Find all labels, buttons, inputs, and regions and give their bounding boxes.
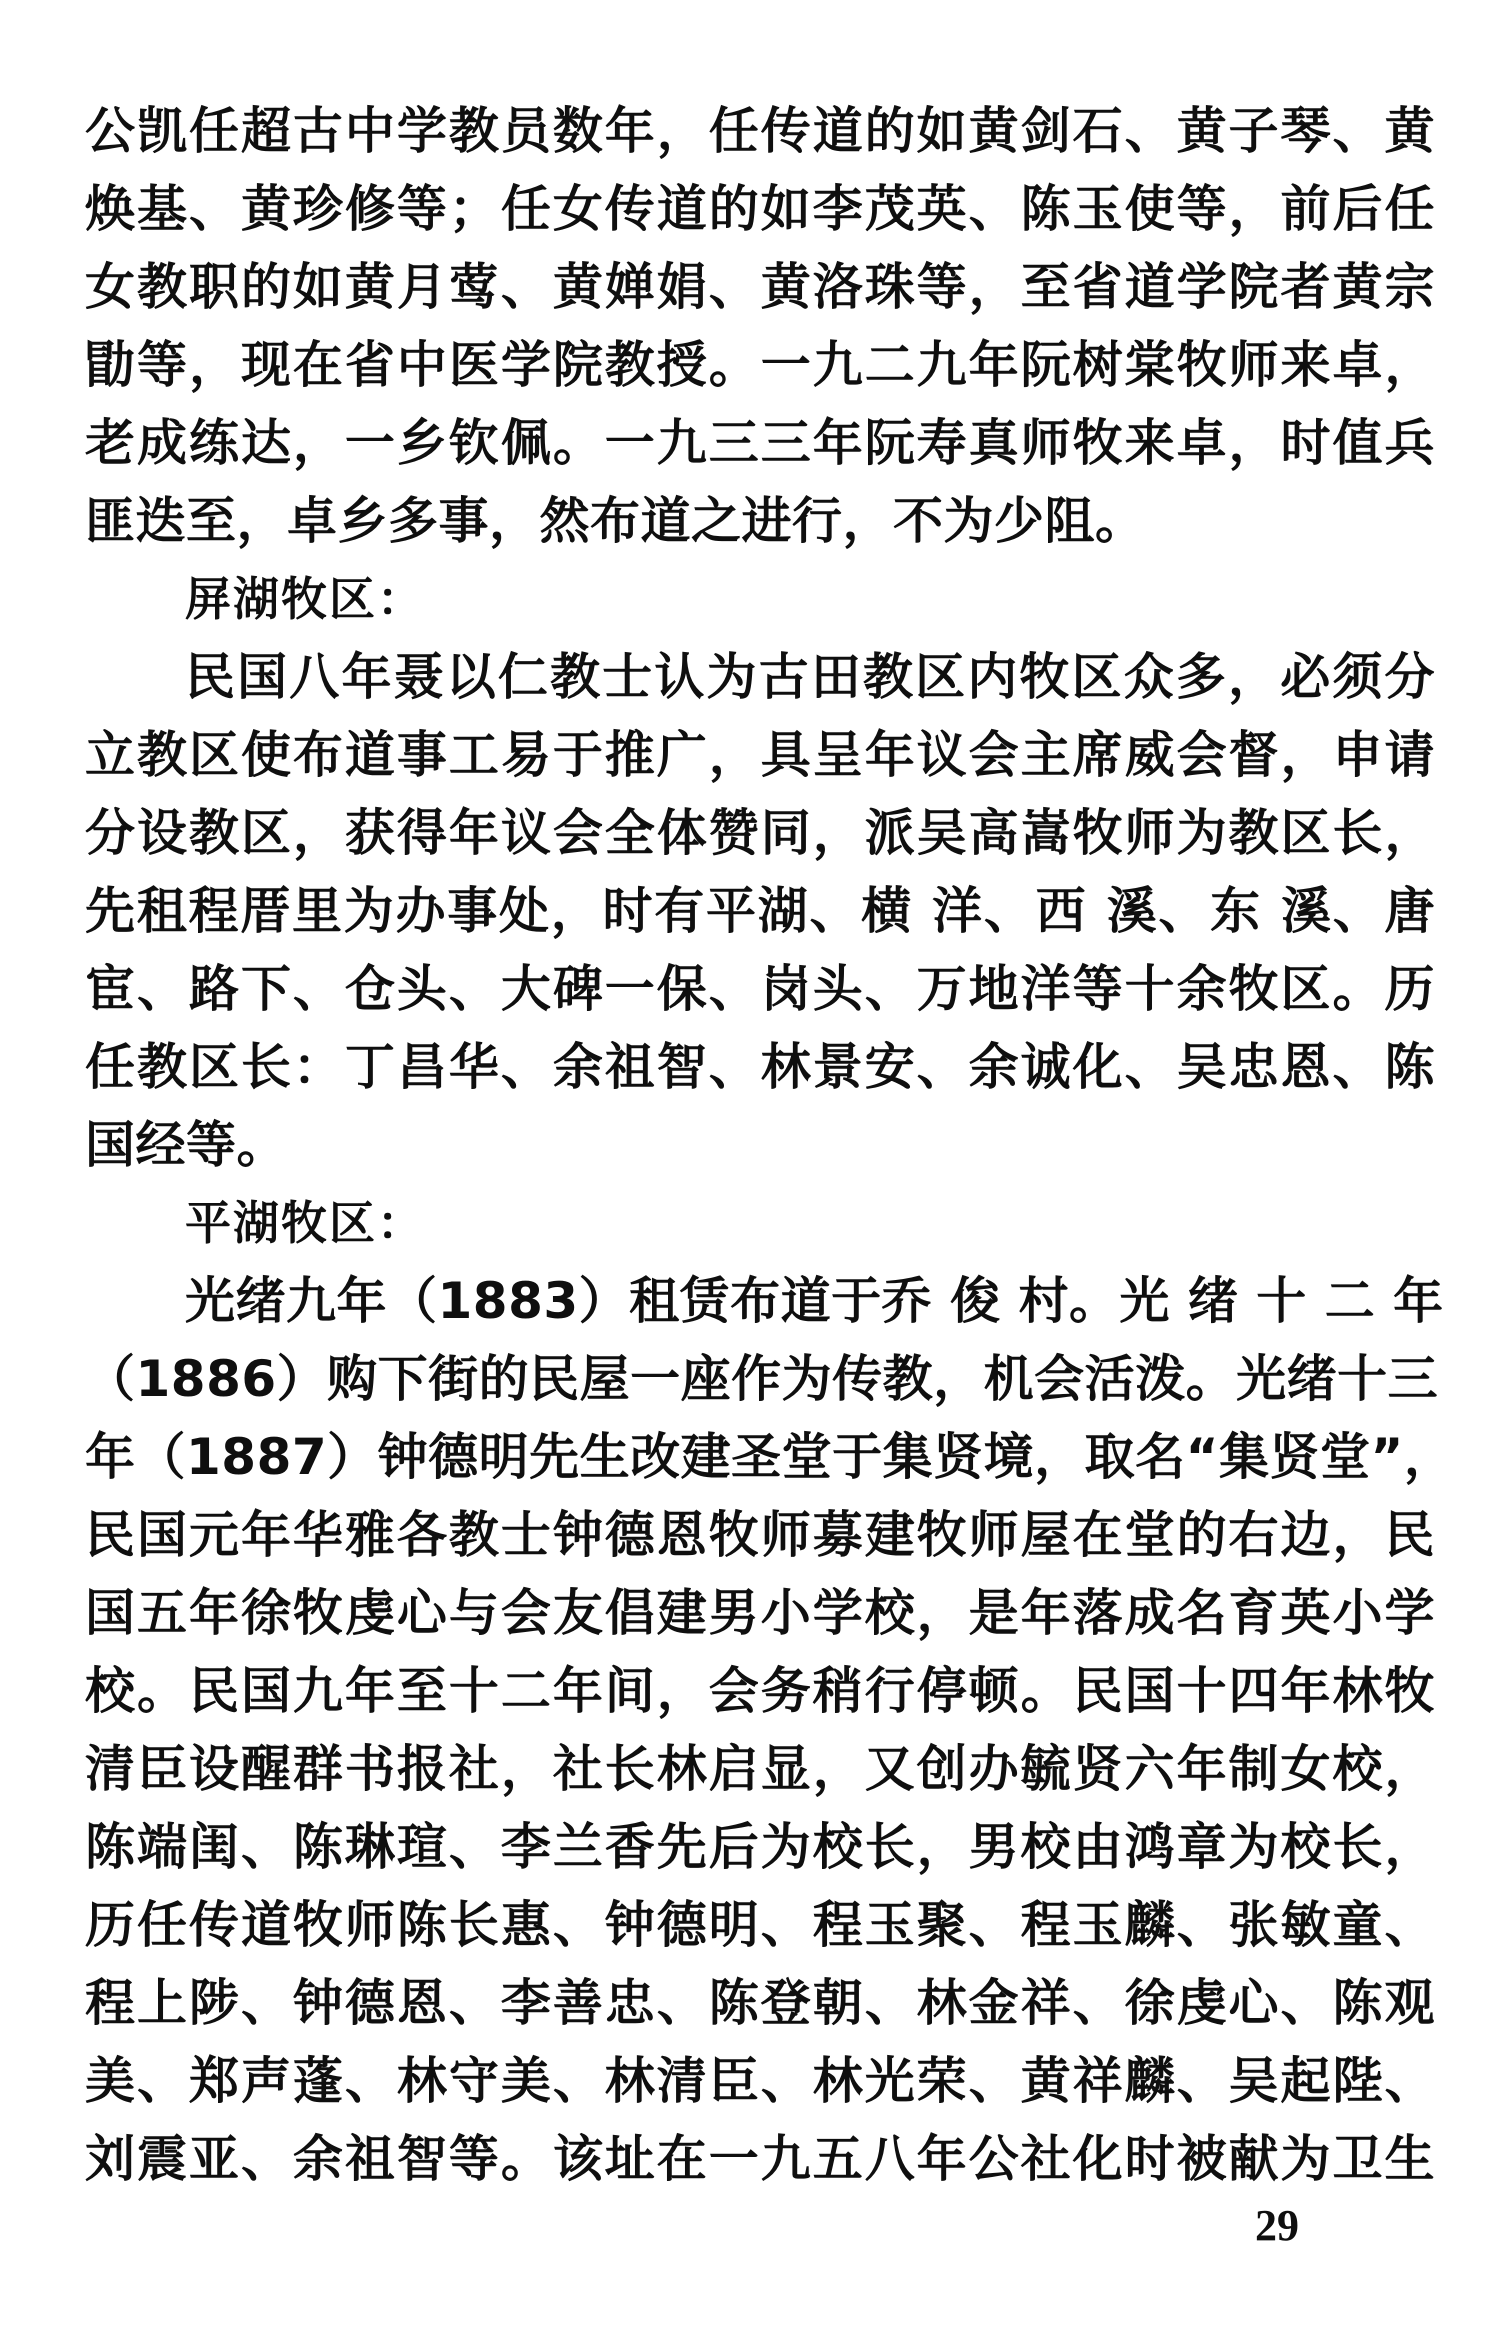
text-line: 国经等。	[85, 1116, 287, 1174]
section-heading-pinghu-parish-region: 屏湖牧区：	[185, 572, 425, 626]
text-line: 先租程厝里为办事处，时有平湖、横 洋、西 溪、东 溪、唐	[85, 882, 1435, 940]
text-line: 光绪九年（1883）租赁布道于乔 俊 村。光 绪 十 二 年	[185, 1272, 1444, 1330]
text-line: 焕基、黄珍修等；任女传道的如李茂英、陈玉使等，前后任	[85, 180, 1435, 238]
text-line: 清臣设醒群书报社，社长林启显，又创办毓贤六年制女校，	[85, 1740, 1435, 1798]
text-line: 民国元年华雅各教士钟德恩牧师募建牧师屋在堂的右边，民	[85, 1506, 1435, 1564]
section-heading-pinghu-parish: 平湖牧区：	[185, 1196, 425, 1250]
text-line: 民国八年聂以仁教士认为古田教区内牧区众多，必须分	[185, 648, 1435, 706]
text-line: 任教区长：丁昌华、余祖智、林景安、余诚化、吴忠恩、陈	[85, 1038, 1435, 1096]
text-line: 女教职的如黄月莺、黄婵娟、黄洛珠等，至省道学院者黄宗	[85, 258, 1435, 316]
body-text	[85, 92, 1455, 2198]
text-line: 刘震亚、余祖智等。该址在一九五八年公社化时被献为卫生	[85, 2130, 1435, 2188]
page-number: 29	[1255, 2201, 1299, 2250]
text-line: 宦、路下、仓头、大碑一保、岗头、万地洋等十余牧区。历	[85, 960, 1435, 1018]
text-line: 年（1887）钟德明先生改建圣堂于集贤境，取名“集贤堂”，	[85, 1428, 1455, 1486]
text-line: 立教区使布道事工易于推广，具呈年议会主席威会督，申请	[85, 726, 1435, 784]
text-line: 老成练达，一乡钦佩。一九三三年阮寿真师牧来卓，时值兵	[85, 414, 1435, 472]
text-line: 陈端闺、陈琳瑄、李兰香先后为校长，男校由鸿章为校长，	[85, 1818, 1435, 1876]
text-line: 历任传道牧师陈长惠、钟德明、程玉聚、程玉麟、张敏童、	[85, 1896, 1435, 1954]
text-line: 分设教区，获得年议会全体赞同，派吴高嵩牧师为教区长，	[85, 804, 1435, 862]
text-line: 勖等，现在省中医学院教授。一九二九年阮树棠牧师来卓，	[85, 336, 1435, 394]
text-line: 美、郑声蓬、林守美、林清臣、林光荣、黄祥麟、吴起陛、	[85, 2052, 1435, 2110]
text-line: 校。民国九年至十二年间，会务稍行停顿。民国十四年林牧	[85, 1662, 1435, 1720]
text-line: （1886）购下街的民屋一座作为传教，机会活泼。光绪十三	[85, 1350, 1439, 1408]
text-line: 国五年徐牧虔心与会友倡建男小学校，是年落成名育英小学	[85, 1584, 1435, 1642]
text-line: 程上陟、钟德恩、李善忠、陈登朝、林金祥、徐虔心、陈观	[85, 1974, 1435, 2032]
text-line: 公凯任超古中学教员数年，任传道的如黄剑石、黄子琴、黄	[85, 102, 1435, 160]
text-line: 匪迭至，卓乡多事，然布道之进行，不为少阻。	[85, 492, 1146, 550]
